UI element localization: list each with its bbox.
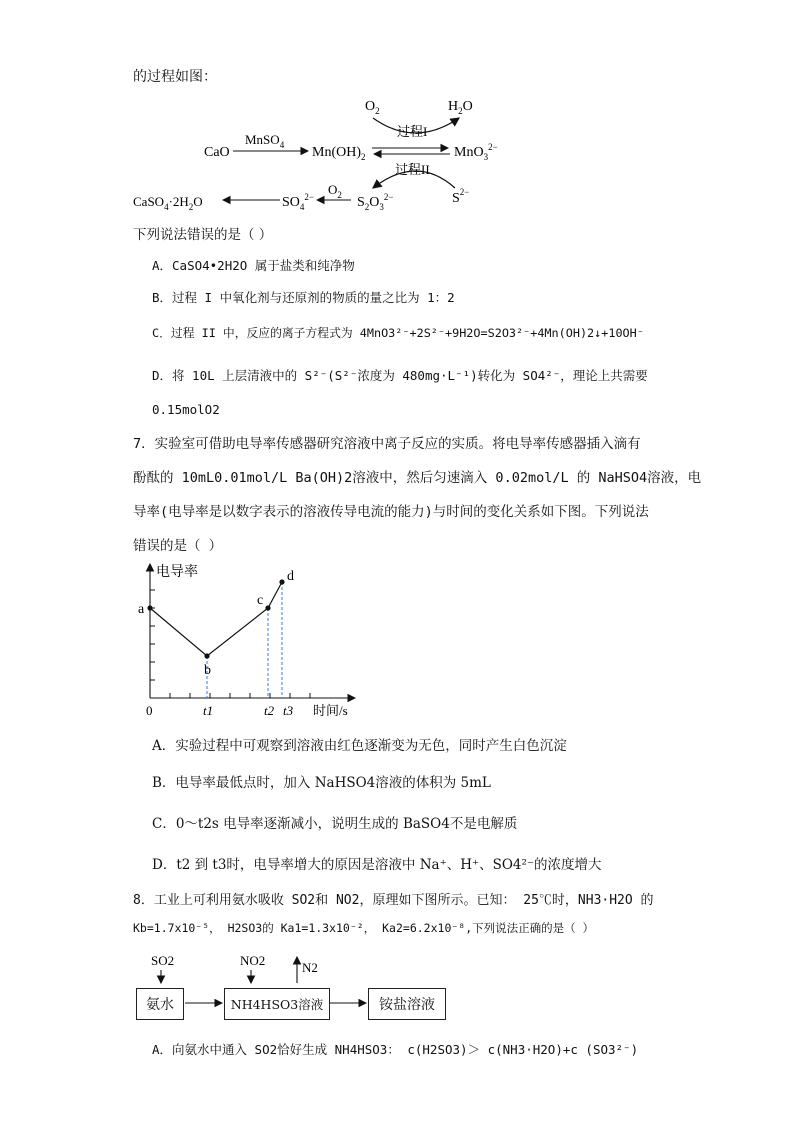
flow-box-ammonium-salt: 铵盐溶液 [368,988,446,1020]
process2-label: 过程II [395,162,430,177]
mnoh2-label: $Mn(OH)_2$ [312,145,366,162]
q7-option-c: C．0～t2s 电导率逐渐减小，说明生成的 BaSO4不是电解质 [152,816,518,832]
point-label-b: b [204,663,211,678]
cao-label: CaO [204,145,230,160]
q6-option-c: C．过程 II 中，反应的离子方程式为 4MnO3²⁻+2S²⁻+9H2O=S2O3²⁻+4Mn(OH)2↓+10OH⁻ [152,326,644,340]
x-tick-label-t3: t3 [283,703,294,718]
x-tick-label-t2: t2 [264,703,275,718]
q7-option-a: A．实验过程中可观察到溶液由红色逐渐变为无色，同时产生白色沉淀 [152,738,567,754]
x-tick-label-t1: t1 [203,703,214,718]
mnso4-label: MnSO$_4$ [245,132,285,150]
q6-option-d-line2: 0.15molO2 [152,402,220,417]
point-label-d: d [287,569,294,584]
o2-bottom-label: $O_2$ [328,182,342,200]
no2-label: NO2 [240,953,266,968]
point-label-a: a [138,602,145,617]
s2o3-label: $S_2O_3^{2-}$ [357,192,394,212]
point-d [279,579,284,584]
q8-option-a: A．向氨水中通入 SO2恰好生成 NH4HSO3： c(H2SO3)＞ c(NH3·H2O)+c (SO3²⁻) [152,1042,639,1057]
flow-box-ammonia: 氨水 [136,988,184,1020]
caso4-label: $CaSO_4\cdot 2H_2O$ [133,194,203,212]
conductivity-chart [130,560,370,722]
point-label-c: c [257,593,264,608]
s2-label: $S^{2-}$ [452,187,470,206]
q7-line1: 7．实验室可借助电导率传感器研究溶液中离子反应的实质。将电导率传感器插入滴有 [133,436,641,452]
q6-option-a: A．CaSO4•2H2O 属于盐类和纯净物 [152,258,355,273]
point-b [204,653,209,658]
h2o-label: $H_2O$ [448,99,473,116]
intro-text: 的过程如图： [133,69,217,85]
mno3-label: MnO$_3^{2-}$ [454,142,498,162]
x-axis-label: 时间/s [313,703,348,718]
q6-option-d-line1: D．将 10L 上层清液中的 S²⁻(S²⁻浓度为 480mg·L⁻¹)转化为 SO4²⁻，理论上共需要 [152,368,648,383]
y-axis-label: 电导率 [156,565,198,580]
point-a [147,605,152,610]
q7-line4: 错误的是（ ） [133,538,223,554]
q7-option-d: D．t2 到 t3时，电导率增大的原因是溶液中 Na⁺、H⁺、SO4²⁻的浓度增大 [152,857,602,873]
q6-stem: 下列说法错误的是（ ） [133,227,273,243]
o2-top-label: $O_2$ [365,99,380,116]
q7-line3: 导率(电导率是以数字表示的溶液传导电流的能力)与时间的变化关系如下图。下列说法 [133,504,649,520]
origin-label: 0 [146,703,153,718]
q6-option-b: B．过程 I 中氧化剂与还原剂的物质的量之比为 1：2 [152,290,455,305]
n2-label: N2 [302,960,318,975]
process-diagram [125,92,545,222]
so4-label: $SO_4^{2-}$ [282,192,314,212]
q8-line1: 8．工业上可利用氨水吸收 SO2和 NO2，原理如下图所示。已知： 25℃时，NH3·H2O 的 [133,893,654,908]
q7-line2: 酚酞的 10mL0.01mol/L Ba(OH)2溶液中，然后匀速滴入 0.02mol/L 的 NaHSO4溶液，电 [133,470,702,486]
point-c [265,605,270,610]
q8-line2: Kb=1.7x10⁻⁵， H2SO3的 Ka1=1.3x10⁻²， Ka2=6.2x10⁻⁸,下列说法正确的是（ ） [133,921,595,935]
q7-option-b: B．电导率最低点时，加入 NaHSO4溶液的体积为 5mL [152,775,491,791]
process1-label: 过程I [397,124,428,139]
flow-box-nh4hso3: NH4HSO3溶液 [224,988,330,1020]
so2-label: SO2 [151,953,175,968]
